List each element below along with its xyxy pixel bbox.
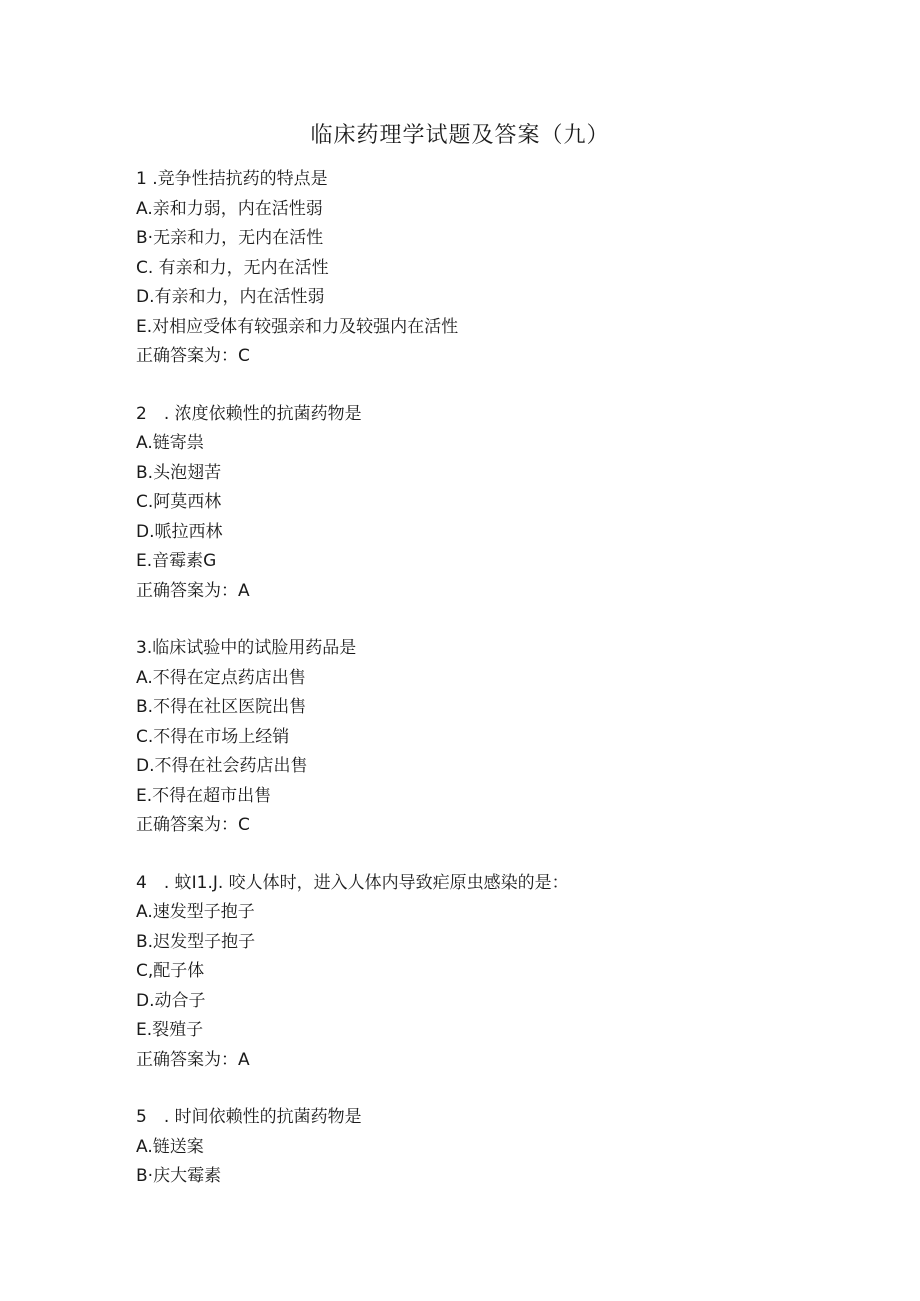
- answer-option: A.速发型子抱子: [136, 902, 255, 922]
- answer-option: E.音霉素G: [136, 551, 217, 571]
- answer-option: C.阿莫西林: [136, 492, 222, 512]
- answer-option: E.裂殖子: [136, 1020, 204, 1040]
- answer-option: B·无亲和力，无内在活性: [136, 228, 324, 248]
- answer-option: A.亲和力弱，内在活性弱: [136, 198, 323, 219]
- correct-answer: 正确答案为：A: [136, 580, 250, 601]
- answer-option: B.迟发型子抱子: [136, 931, 256, 952]
- answer-option: A.链送案: [136, 1136, 204, 1157]
- answer-option: B·庆大霉素: [136, 1166, 222, 1186]
- answer-option: D.不得在社会药店出售: [136, 756, 308, 776]
- answer-option: B.不得在社区医院出售: [136, 697, 307, 717]
- question-block: [136, 400, 836, 607]
- answer-option: D.哌拉西林: [136, 521, 223, 542]
- question-block: [136, 869, 836, 1076]
- question-stem: 4 . 蚊I1.J. 咬人体时，进入人体内导致疟原虫感染的是：: [136, 872, 569, 893]
- answer-option: D.有亲和力，内在活性弱: [136, 287, 325, 307]
- question-stem: 3.临床试验中的试脸用药品是: [136, 638, 357, 658]
- answer-option: B.头泡翅苦: [136, 462, 222, 483]
- question-block: [136, 634, 836, 841]
- question-list: [136, 165, 836, 1220]
- correct-answer: 正确答案为：A: [136, 1049, 250, 1070]
- question-block: [136, 1103, 836, 1192]
- question-stem: 2 . 浓度依赖性的抗菌药物是: [136, 403, 362, 424]
- answer-option: C,配子体: [136, 961, 205, 981]
- question-stem: 5 . 时间依赖性的抗菌药物是: [136, 1107, 362, 1127]
- answer-option: E.不得在超市出售: [136, 785, 272, 806]
- answer-option: A.不得在定点药店出售: [136, 667, 306, 688]
- correct-answer: 正确答案为：C: [136, 815, 250, 835]
- correct-answer: 正确答案为：C: [136, 346, 250, 366]
- answer-option: D.动合子: [136, 990, 206, 1011]
- answer-option: C. 有亲和力，无内在活性: [136, 257, 329, 278]
- answer-option: E.对相应受体有较强亲和力及较强内在活性: [136, 316, 459, 337]
- answer-option: A.链寄祟: [136, 433, 204, 453]
- document-title: 临床药理学试题及答案（九）: [310, 123, 610, 148]
- answer-option: C.不得在市场上经销: [136, 726, 290, 747]
- question-stem: 1 .竞争性拮抗药的特点是: [136, 169, 328, 189]
- question-block: [136, 165, 836, 372]
